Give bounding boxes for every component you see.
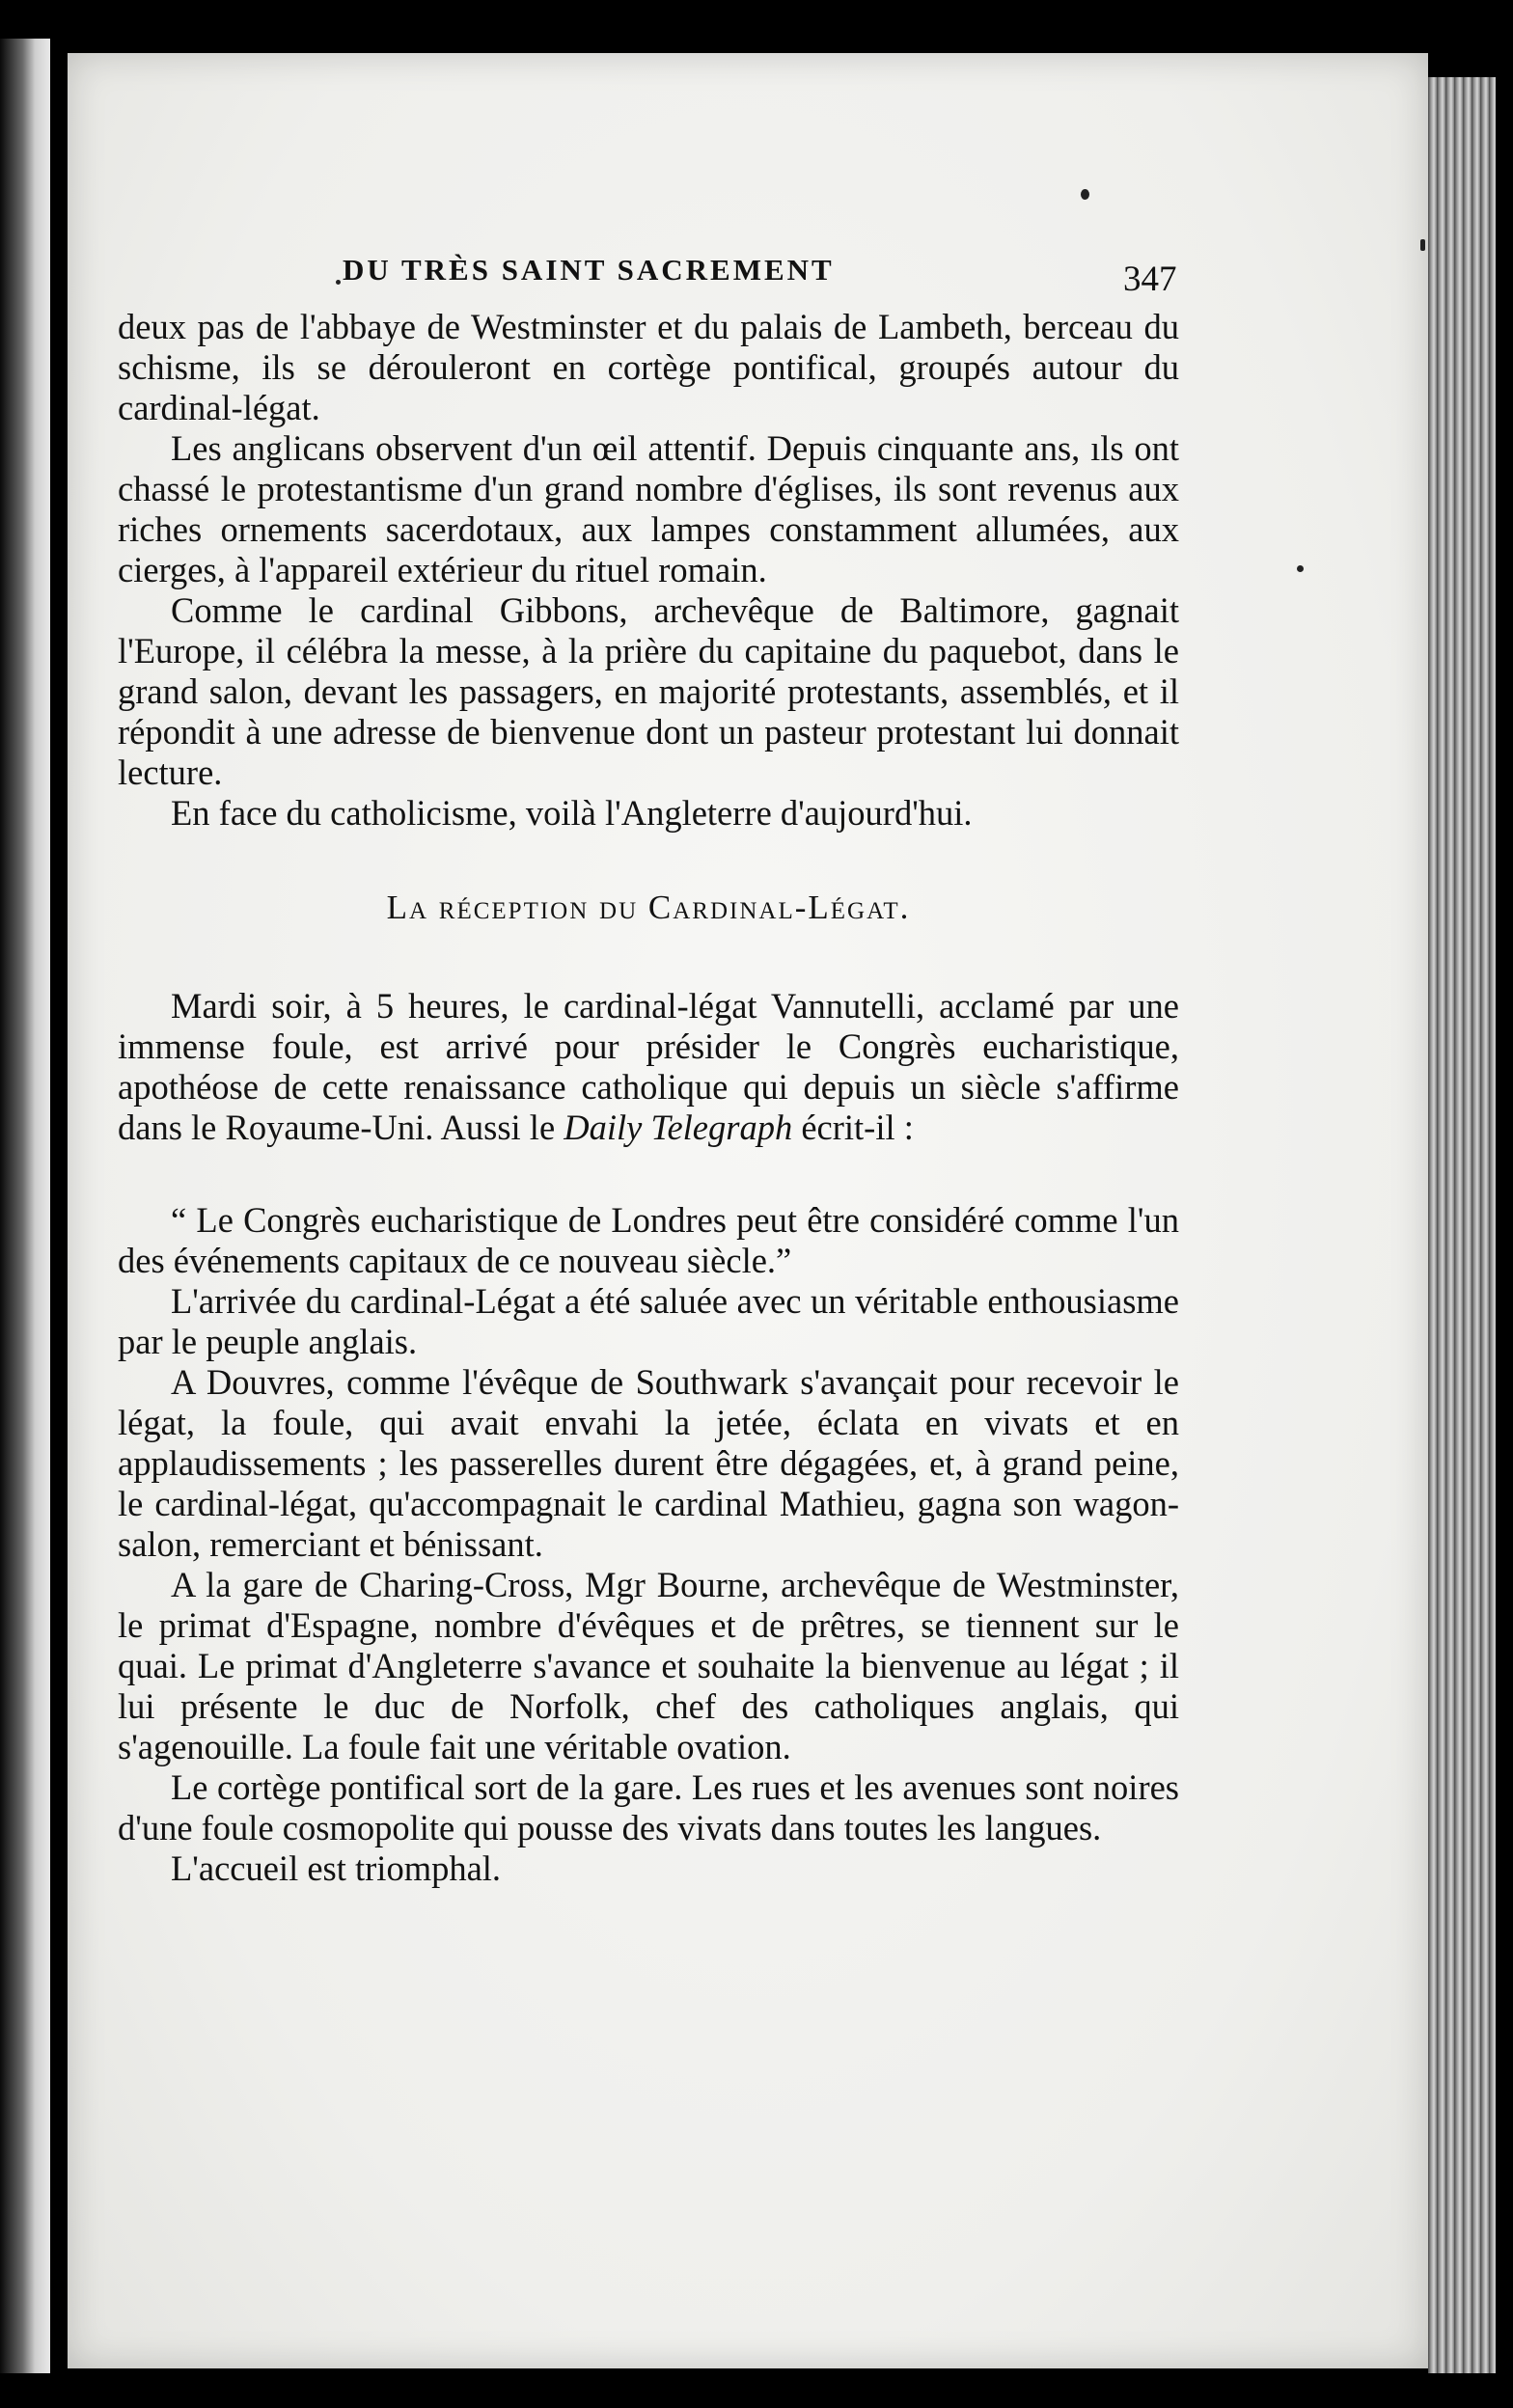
paragraph-continued: deux pas de l'abbaye de Westminster et du palais de Lambeth, berceau du schisme, ils se dérouleront en cortège pontifical, groupés autour du cardinal-légat. xyxy=(118,307,1179,427)
running-head: DU TRÈS SAINT SACREMENT xyxy=(343,253,835,287)
paragraph-accueil: L'accueil est triomphal. xyxy=(171,1848,502,1888)
paragraph-arrivee: L'arrivée du cardinal-Légat a été saluée avec un véritable enthousiasme par le peuple anglais. xyxy=(118,1281,1179,1361)
paragraph-charing-cross: A la gare de Charing-Cross, Mgr Bourne, archevêque de Westminster, le primat d'Espagne, nombre d'évêques et de prêtres, se tiennent sur le quai. Le primat d'Angleterre s'avance et souhaite la bienvenue au légat ; il lui présente le duc de Norfolk, chef des catholiques anglais, qui s'agenouille. La foule fait une véritable ovation. xyxy=(118,1565,1179,1766)
paragraph-face-catholicisme: En face du catholicisme, voilà l'Angleterre d'aujourd'hui. xyxy=(171,793,973,833)
scan-speck xyxy=(1297,565,1304,572)
book-gutter-left xyxy=(0,39,50,2373)
scan-speck xyxy=(336,280,341,285)
paragraph-mardi-soir-text: Mardi soir, à 5 heures, le cardinal-légat Vannutelli, acclamé par une immense foule, est arrivé pour présider le Congrès eucharistique, apothéose de cette renaissance catholique qui depuis un siècle s'affirme dans le Royaume-Uni. Aussi le xyxy=(118,986,1179,1147)
paragraph-douvres: A Douvres, comme l'évêque de Southwark s'avançait pour recevoir le légat, la foule, qui avait envahi la jetée, éclata en vivats et en applaudissements ; les passerelles durent être dégagées, et, à grand peine, le cardinal-légat, qu'accompagnait le cardinal Mathieu, gagna son wagon-salon, remerciant et bénissant. xyxy=(118,1362,1179,1564)
section-heading xyxy=(118,888,1179,928)
book-page-edges-right xyxy=(1428,77,1496,2373)
paragraph-gibbons: Comme le cardinal Gibbons, archevêque de Baltimore, gagnait l'Europe, il célébra la messe, à la prière du capitaine du paquebot, dans le grand salon, devant les passagers, en majorité protestants, assemblés, et il répondit à une adresse de bienvenue dont un pasteur protestant lui donnait lecture. xyxy=(118,590,1179,792)
paragraph-cortege: Le cortège pontifical sort de la gare. Les rues et les avenues sont noires d'une foule cosmopolite qui pousse des vivats dans toutes les langues. xyxy=(118,1767,1179,1847)
page-number: 347 xyxy=(1123,260,1177,299)
paragraph-mardi-soir-end: écrit-il : xyxy=(792,1108,914,1147)
quotation: “ Le Congrès eucharistique de Londres peut être considéré comme l'un des événements capitaux de ce nouveau siècle.” xyxy=(118,1200,1179,1280)
paragraph-anglicans: Les anglicans observent d'un œil attentif. Depuis cinquante ans, ıls ont chassé le protestantisme d'un grand nombre d'églises, ils sont revenus aux riches ornements sacerdotaux, aux lampes constamment allumées, aux cierges, à l'appareil extérieur du rituel romain. xyxy=(118,428,1179,589)
scan-speck xyxy=(1420,239,1425,251)
paragraph-mardi-soir xyxy=(118,986,1179,1148)
body-text xyxy=(118,307,1179,1889)
section-heading-text: La réception du Cardinal-Légat. xyxy=(386,889,911,926)
scan-speck xyxy=(1081,189,1089,200)
newspaper-title: Daily Telegraph xyxy=(564,1108,793,1147)
